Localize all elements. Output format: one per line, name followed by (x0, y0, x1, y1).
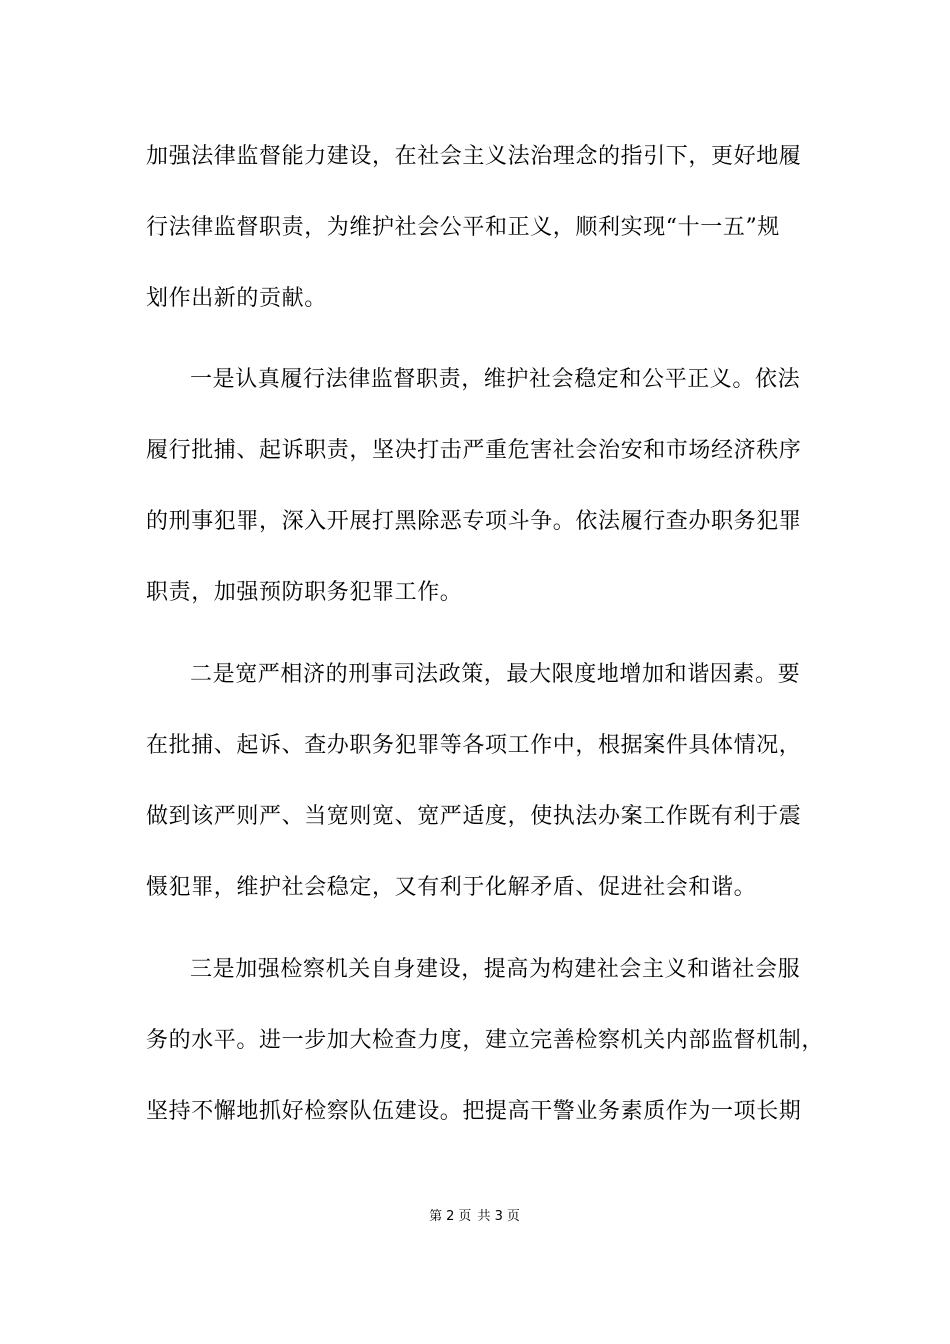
total-pages-number: 3 (494, 1209, 504, 1224)
footer-suffix: 页 (506, 1209, 521, 1224)
text-line: 划作出新的贡献。 (146, 286, 327, 311)
footer-prefix: 第 (429, 1209, 444, 1224)
text-line: 的刑事犯罪，深入开展打黑除恶专项斗争。依法履行查办职务犯罪 (146, 509, 802, 534)
text-line: 做到该严则严、当宽则宽、宽严适度，使执法办案工作既有利于震 (146, 804, 802, 829)
paragraph-first-line: 二是宽严相济的刑事司法政策，最大限度地增加和谐因素。要 (190, 662, 801, 687)
text-line: 慑犯罪，维护社会稳定，又有利于化解矛盾、促进社会和谐。 (146, 875, 757, 900)
text-line: 加强法律监督能力建设，在社会主义法治理念的指引下，更好地履 (146, 144, 802, 169)
text-line: 坚持不懈地抓好检察队伍建设。把提高干警业务素质作为一项长期 (146, 1099, 802, 1124)
paragraph-first-line: 一是认真履行法律监督职责，维护社会稳定和公平正义。依法 (190, 367, 801, 392)
current-page-number: 2 (446, 1209, 456, 1224)
text-line: 务的水平。进一步加大检查力度，建立完善检察机关内部监督机制， (146, 1028, 825, 1053)
text-line: 在批捕、起诉、查办职务犯罪等各项工作中，根据案件具体情况， (146, 733, 802, 758)
page-footer (0, 1208, 950, 1226)
text-line: 行法律监督职责，为维护社会公平和正义，顺利实现“十一五”规 (146, 215, 780, 240)
text-line: 职责，加强预防职务犯罪工作。 (146, 580, 463, 605)
paragraph-first-line: 三是加强检察机关自身建设，提高为构建社会主义和谐社会服 (190, 957, 801, 982)
footer-middle: 页 共 (458, 1209, 492, 1224)
text-line: 履行批捕、起诉职责，坚决打击严重危害社会治安和市场经济秩序 (146, 438, 802, 463)
